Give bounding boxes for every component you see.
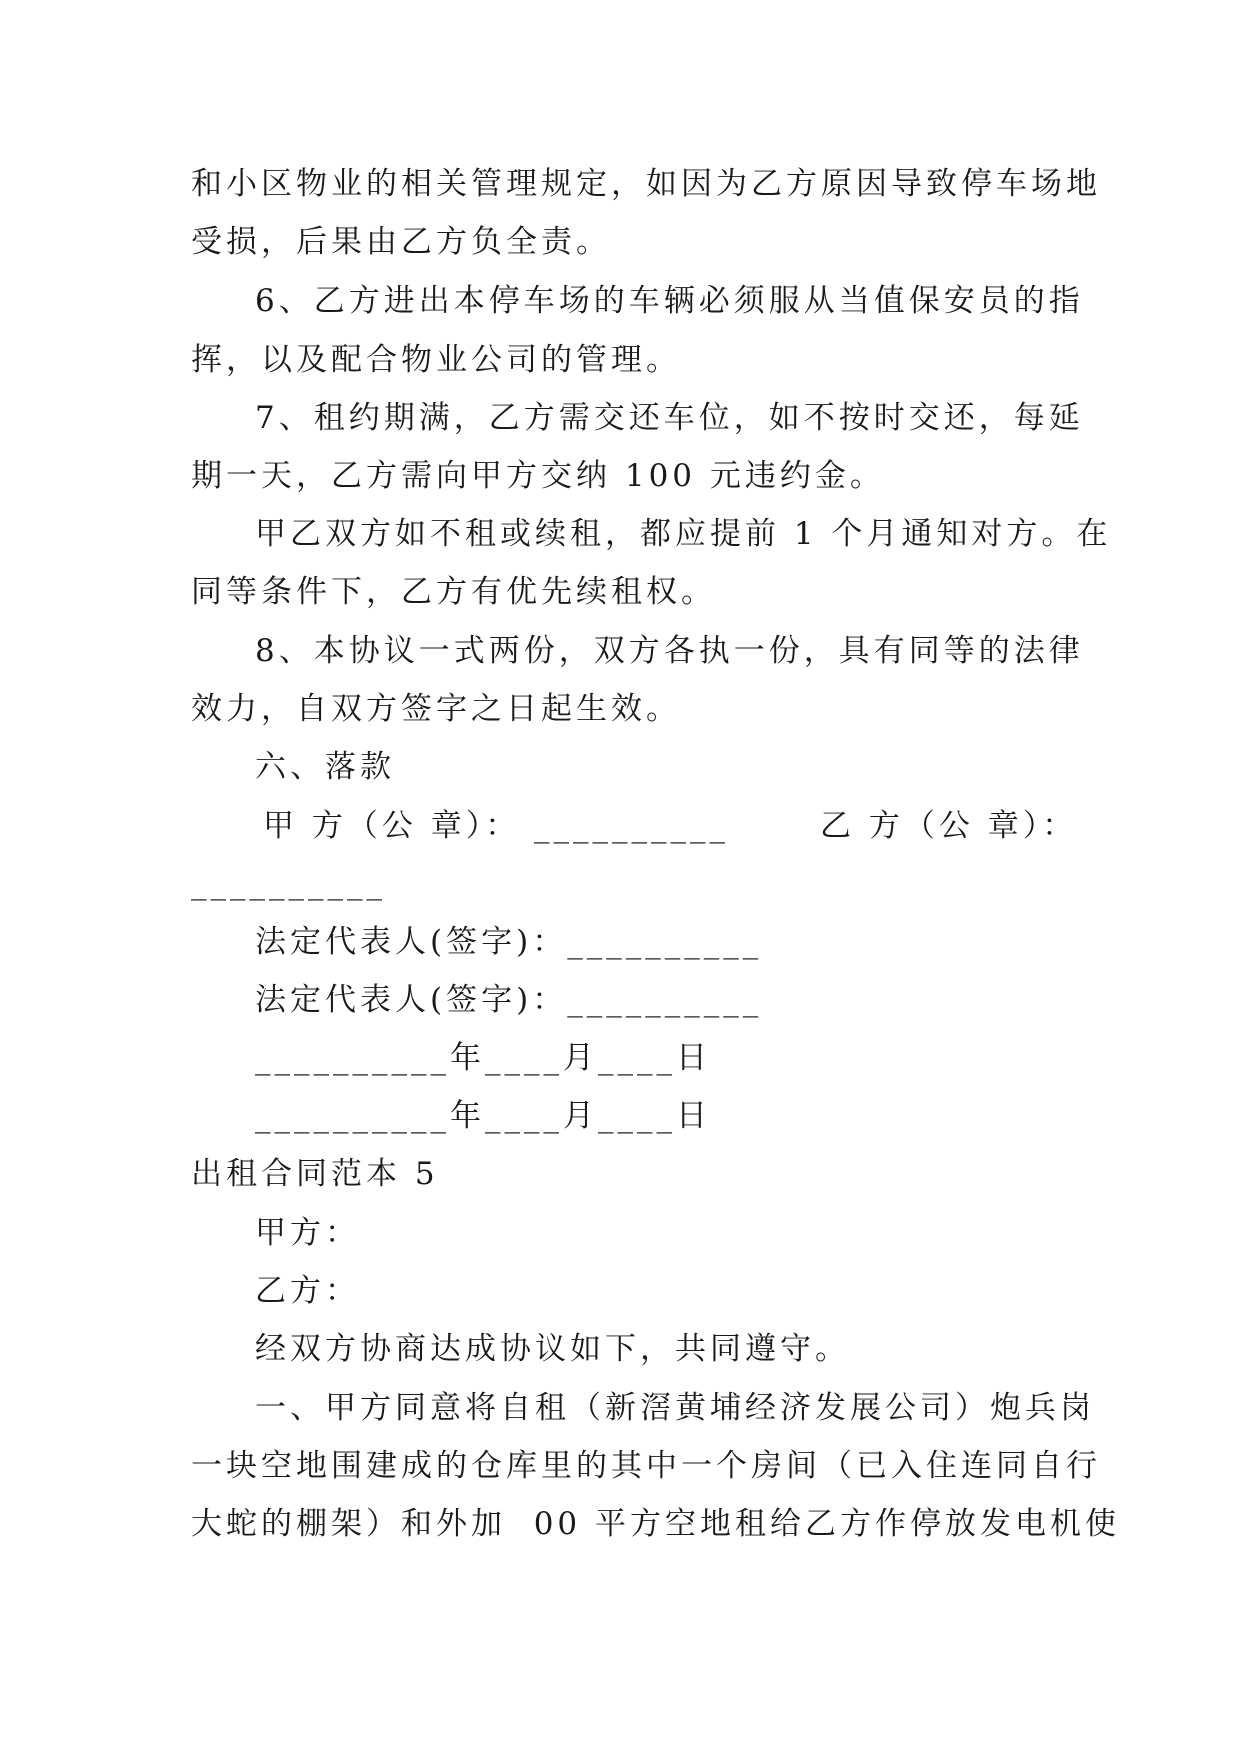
party-a-seal-line: 甲 方（公 章）： __________ bbox=[263, 808, 730, 844]
date-line: __________年____月____日 bbox=[255, 1040, 711, 1076]
text-line: 和小区物业的相关管理规定，如因为乙方原因导致停车场地 bbox=[191, 166, 1101, 202]
section-heading: 六、落款 bbox=[255, 749, 395, 785]
text-line: 8、本协议一式两份，双方各执一份，具有同等的法律 bbox=[255, 633, 1084, 669]
text-line: 大蛇的棚架）和外加 00 平方空地租给乙方作停放发电机使 bbox=[191, 1506, 1121, 1542]
legal-rep-signature-line: 法定代表人(签字)：__________ bbox=[255, 924, 763, 960]
text-line: 受损，后果由乙方负全责。 bbox=[191, 224, 611, 260]
date-line: __________年____月____日 bbox=[255, 1098, 711, 1134]
text-line: 6、乙方进出本停车场的车辆必须服从当值保安员的指 bbox=[255, 283, 1084, 319]
party-a-label: 甲方： bbox=[255, 1215, 360, 1251]
text-line: 甲乙双方如不租或续租，都应提前 1 个月通知对方。在 bbox=[255, 516, 1112, 552]
text-line: 效力，自双方签字之日起生效。 bbox=[191, 691, 681, 727]
contract-title: 出租合同范本 5 bbox=[191, 1156, 439, 1192]
text-line: 经双方协商达成协议如下，共同遵守。 bbox=[255, 1331, 850, 1367]
blank-line: __________ bbox=[191, 865, 386, 901]
party-b-label: 乙方： bbox=[255, 1273, 360, 1309]
text-line: 7、租约期满，乙方需交还车位，如不按时交还，每延 bbox=[255, 400, 1084, 436]
text-line: 期一天，乙方需向甲方交纳 100 元违约金。 bbox=[191, 458, 885, 494]
text-line: 一、甲方同意将自租（新滘黄埔经济发展公司）炮兵岗 bbox=[255, 1390, 1095, 1426]
text-line: 同等条件下，乙方有优先续租权。 bbox=[191, 574, 716, 610]
party-b-seal-line: 乙 方（公 章）： bbox=[820, 808, 1078, 844]
text-line: 挥，以及配合物业公司的管理。 bbox=[191, 342, 681, 378]
text-line: 一块空地围建成的仓库里的其中一个房间（已入住连同自行 bbox=[191, 1448, 1101, 1484]
legal-rep-signature-line: 法定代表人(签字)：__________ bbox=[255, 982, 763, 1018]
